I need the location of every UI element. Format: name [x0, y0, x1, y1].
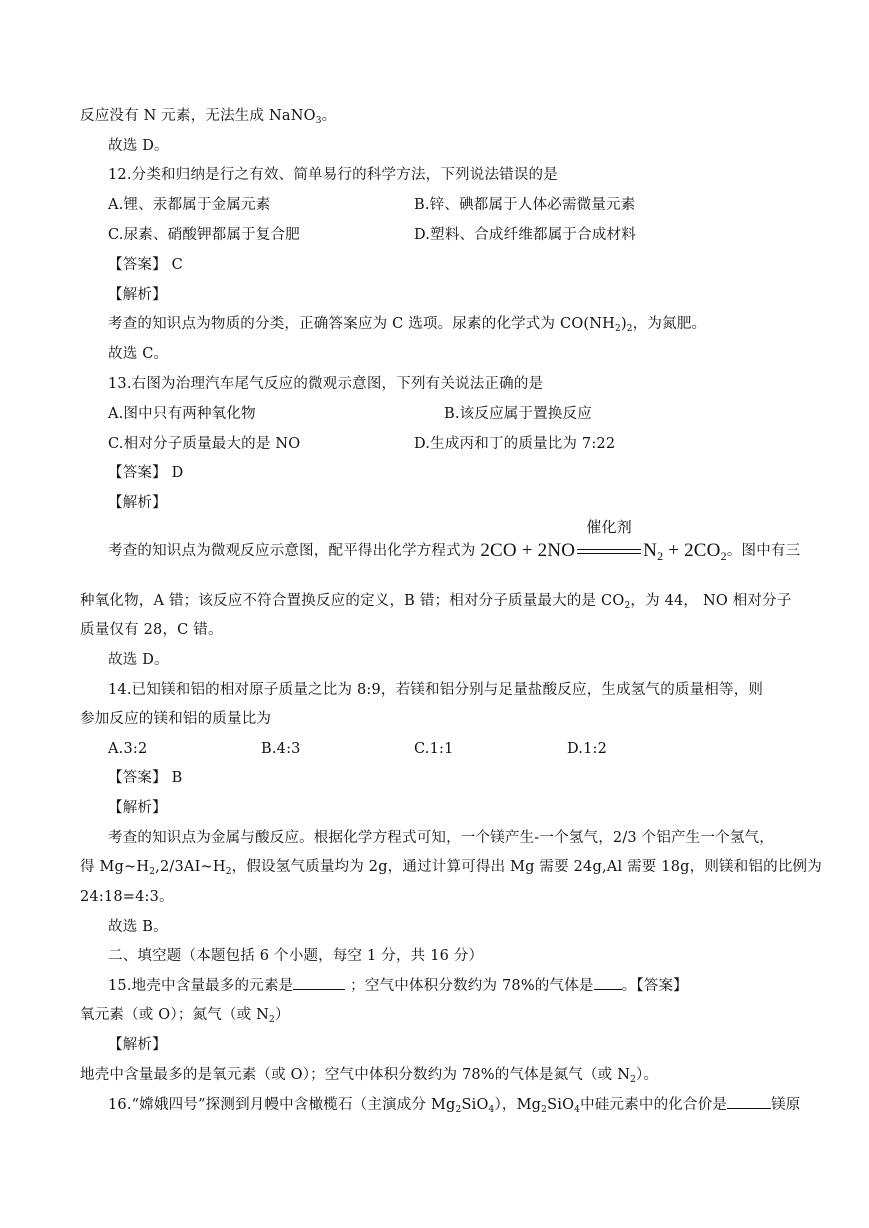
question-13-stem: 13.右图为治理汽车尾气反应的微观示意图，下列有关说法正确的是 [108, 376, 544, 392]
q12-option-a: A.锂、汞都属于金属元素 [108, 197, 271, 213]
q13-analysis-cont: 种氧化物，A 错；该反应不符合置换反应的定义，B 错；相对分子质量最大的是 $CO_2$，为 44， NO 相对分子 [80, 593, 792, 611]
q13-option-d: D.生成丙和丁的质量比为 7:22 [414, 436, 616, 452]
q13-answer: 【答案】 D [108, 465, 184, 481]
q12-choice: 故选 C。 [108, 346, 169, 362]
q13-option-b: B.该反应属于置换反应 [444, 406, 592, 422]
question-14-stem: 14.已知镁和铝的相对原子质量之比为 8:9，若镁和铝分别与足量盐酸反应，生成氢气的质量相等，则 [108, 682, 764, 698]
reaction-arrow [577, 518, 641, 561]
answer-blank[interactable] [727, 1108, 771, 1109]
q13-option-a: A.图中只有两种氧化物 [108, 406, 256, 422]
question-15-stem: 15.地壳中含量最多的元素是 ；空气中体积分数约为 78%的气体是 。【答案】 [108, 978, 688, 994]
q14-analysis: 考查的知识点为金属与酸反应。根据化学方程式可知，一个镁产生-一个氢气，2/3 个铝产生一个氢气， [108, 830, 774, 846]
q14-option-d: D.1:2 [567, 741, 608, 757]
q14-analysis-label: 【解析】 [108, 800, 167, 816]
q14-option-c: C.1:1 [414, 741, 454, 757]
q14-analysis-cont: 得 $Mg\sim H_2,2/3AI\sim H_2$，假设氢气质量均为 2g，通过计算可得出 Mg 需要 24g,Al 需要 18g，则镁和铝的比例为 [80, 859, 822, 877]
catalyst-label: 催化剂 [586, 518, 632, 536]
q15-answer: 氧元素（或 O）；氮气（或 $N_2$） [80, 1007, 290, 1025]
q14-analysis-cont2: 24:18=4:3。 [80, 889, 174, 905]
question-14-stem-cont: 参加反应的镁和铝的质量比为 [80, 711, 272, 727]
q14-option-b: B.4:3 [261, 741, 301, 757]
q13-analysis-label: 【解析】 [108, 495, 167, 511]
answer-blank[interactable] [594, 989, 622, 990]
q13-equation-line: 考查的知识点为微观反应示意图，配平得出化学方程式为 2CO + 2NO 催化剂 $N_2 + 2CO_2$。图中有三 [108, 518, 801, 563]
q14-choice: 故选 B。 [108, 919, 168, 935]
q12-analysis: 考查的知识点为物质的分类，正确答案应为 C 选项。尿素的化学式为 $CO(NH_2)_2$，为氮肥。 [108, 316, 707, 334]
equation-reactants: 2CO + 2NO [480, 540, 576, 561]
question-16-stem: 16.“嫦娥四号”探测到月幔中含橄榄石（主演成分 $Mg_2SiO_4$），$Mg_2SiO_4$中硅元素中的化合价是 镁原 [108, 1097, 801, 1115]
q13-option-c: C.相对分子质量最大的是 NO [108, 436, 301, 452]
text-line: 反应没有 N 元素，无法生成 NaNO$_3$。 [80, 108, 337, 126]
q15-analysis: 地壳中含量最多的是氧元素（或 O）；空气中体积分数约为 78%的气体是氮气（或 $N_2$）。 [80, 1067, 659, 1085]
choice-line: 故选 D。 [108, 138, 169, 154]
q12-answer: 【答案】 C [108, 257, 183, 273]
q14-option-a: A.3:2 [108, 741, 148, 757]
q12-analysis-label: 【解析】 [108, 287, 167, 303]
q12-option-b: B.锌、碘都属于人体必需微量元素 [414, 197, 636, 213]
q13-choice: 故选 D。 [108, 652, 169, 668]
q12-option-c: C.尿素、硝酸钾都属于复合肥 [108, 227, 300, 243]
q13-analysis-cont2: 质量仅有 28，C 错。 [80, 622, 223, 638]
section-heading: 二、填空题（本题包括 6 个小题，每空 1 分，共 16 分） [108, 948, 484, 964]
q12-option-d: D.塑料、合成纤维都属于合成材料 [414, 227, 636, 243]
answer-blank[interactable] [293, 989, 345, 990]
question-12-stem: 12.分类和归纳是行之有效、简单易行的科学方法，下列说法错误的是 [108, 167, 558, 183]
equation-products: $N_2 + 2CO_2$ [643, 540, 727, 563]
q15-analysis-label: 【解析】 [108, 1037, 167, 1053]
q14-answer: 【答案】 B [108, 770, 183, 786]
